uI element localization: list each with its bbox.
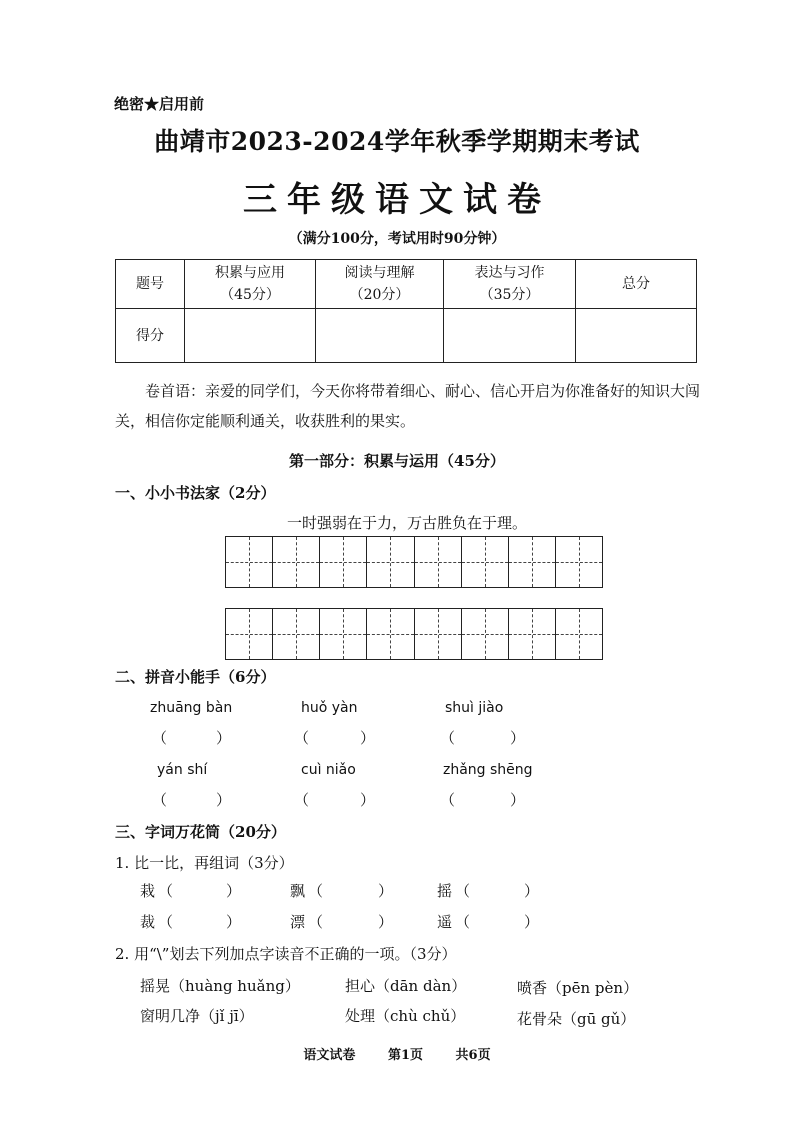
col-total: [576, 260, 697, 309]
pinyin-3: shuì jiào: [445, 700, 504, 716]
q2-item: [517, 1008, 635, 1029]
q2-options: （huàng huǎng）: [170, 977, 300, 995]
grid-cell[interactable]: [273, 537, 320, 587]
paren-open: （: [158, 882, 174, 900]
paren-close: ）: [524, 913, 540, 931]
col-points: （45分）: [220, 287, 280, 303]
q2-word: 窗明几净: [140, 1007, 201, 1025]
q1-title: 1. 比一比，再组词（3分）: [115, 854, 294, 872]
q2-item: [517, 977, 638, 998]
calligraphy-motto: 一时强弱在于力，万古胜负在于理。: [287, 514, 528, 532]
paren-open: （: [440, 729, 456, 747]
paren-open: （: [158, 913, 174, 931]
score-cell[interactable]: [576, 309, 697, 363]
q2-item: [140, 975, 300, 996]
paren-close: ）: [378, 913, 394, 931]
q2-options: （chù chǔ）: [375, 1007, 466, 1025]
compare-char: 遥: [437, 913, 453, 931]
pinyin-5: cuì niǎo: [301, 762, 356, 778]
paren-open: （: [440, 791, 456, 809]
col-points: （20分）: [349, 287, 410, 303]
paren-close: ）: [226, 882, 242, 900]
footer-subject: 语文试卷: [303, 1048, 356, 1063]
pinyin-6: zhǎng shēng: [443, 762, 533, 778]
score-cell[interactable]: [185, 309, 316, 363]
q2-item: [345, 975, 466, 996]
paren-close: ）: [524, 882, 540, 900]
paren-open: （: [152, 791, 168, 809]
pinyin-4: yán shí: [157, 762, 208, 778]
paren-close: ）: [378, 882, 394, 900]
paren-open: （: [308, 913, 324, 931]
q2-word: 摇晃: [140, 977, 171, 995]
col-writing: [444, 260, 576, 309]
grid-cell[interactable]: [226, 609, 273, 659]
q2-word: 处理: [345, 1007, 376, 1025]
grid-cell[interactable]: [462, 609, 509, 659]
grid-cell[interactable]: [556, 609, 602, 659]
paren-open: （: [152, 729, 168, 747]
q2-word: 花骨朵: [517, 1010, 563, 1028]
grid-cell[interactable]: [462, 537, 509, 587]
q2-word: 担心: [345, 977, 376, 995]
row-header: 题号: [116, 260, 185, 309]
compare-char: 栽: [140, 882, 156, 900]
score-label: 得分: [116, 309, 185, 363]
col-accumulation: [185, 260, 316, 309]
footer-total: 共6页: [455, 1048, 491, 1063]
page-footer: [0, 1044, 794, 1063]
grid-cell[interactable]: [509, 609, 556, 659]
grid-cell[interactable]: [367, 537, 414, 587]
q2-item: [345, 1005, 465, 1026]
grid-cell[interactable]: [226, 537, 273, 587]
col-name: 总分: [622, 276, 650, 292]
paren-close: ）: [216, 729, 232, 747]
score-table-score-row: [116, 309, 697, 363]
paren-close: ）: [360, 791, 376, 809]
score-table: [115, 259, 697, 363]
pinyin-1: zhuāng bàn: [150, 700, 233, 716]
grid-cell[interactable]: [320, 537, 367, 587]
section1-title: 一、小小书法家（2分）: [115, 484, 276, 502]
grid-cell[interactable]: [556, 537, 602, 587]
compare-char: 摇: [437, 882, 453, 900]
paren-close: ）: [360, 729, 376, 747]
footer-page: 第1页: [387, 1048, 423, 1063]
q2-title: 2. 用“\”划去下列加点字读音不正确的一项。（3分）: [115, 945, 457, 963]
q2-options: （jǐ jī）: [200, 1007, 254, 1025]
paren-close: ）: [226, 913, 242, 931]
col-name: 表达与习作: [474, 265, 545, 281]
section3-title: 三、字词万花筒（20分）: [115, 823, 286, 841]
intro-text: 卷首语：亲爱的同学们，今天你将带着细心、耐心、信心开启为你准备好的知识大闯关，相信你定能顺利通关，收获胜利的果实。: [115, 382, 701, 430]
grid-cell[interactable]: [509, 537, 556, 587]
writing-grid[interactable]: [225, 536, 603, 588]
col-points: （35分）: [479, 287, 540, 303]
q2-word: 喷香: [517, 979, 548, 997]
col-reading: [316, 260, 444, 309]
score-cell[interactable]: [444, 309, 576, 363]
paren-close: ）: [216, 791, 232, 809]
section2-title: 二、拼音小能手（6分）: [115, 668, 276, 686]
col-name: 积累与应用: [215, 265, 285, 281]
part1-title: 第一部分：积累与运用（45分）: [289, 452, 505, 470]
grid-cell[interactable]: [320, 609, 367, 659]
subject-title: 三年级语文试卷: [243, 180, 551, 220]
paren-open: （: [455, 913, 471, 931]
compare-char: 裁: [140, 913, 156, 931]
compare-char: 飘: [290, 882, 306, 900]
q2-options: （pēn pèn）: [547, 979, 639, 997]
col-name: 阅读与理解: [344, 265, 415, 281]
confidential-label: 绝密★启用前: [114, 95, 205, 113]
paren-open: （: [294, 791, 310, 809]
q2-item: [140, 1005, 254, 1026]
compare-char: 漂: [290, 913, 306, 931]
paren-open: （: [308, 882, 324, 900]
grid-cell[interactable]: [273, 609, 320, 659]
score-cell[interactable]: [316, 309, 444, 363]
paren-open: （: [294, 729, 310, 747]
q2-options: （gū gǔ）: [562, 1010, 636, 1028]
exam-subtitle: （满分100分，考试用时90分钟）: [288, 231, 506, 247]
pinyin-2: huǒ yàn: [301, 700, 358, 716]
writing-grid[interactable]: [225, 608, 603, 660]
paren-close: ）: [510, 729, 526, 747]
grid-cell[interactable]: [415, 537, 462, 587]
score-table-header-row: [116, 260, 697, 309]
grid-cell[interactable]: [367, 609, 414, 659]
paren-open: （: [455, 882, 471, 900]
paren-close: ）: [510, 791, 526, 809]
grid-cell[interactable]: [415, 609, 462, 659]
q2-options: （dān dàn）: [375, 977, 467, 995]
exam-title: 曲靖市2023-2024学年秋季学期期末考试: [154, 127, 640, 156]
